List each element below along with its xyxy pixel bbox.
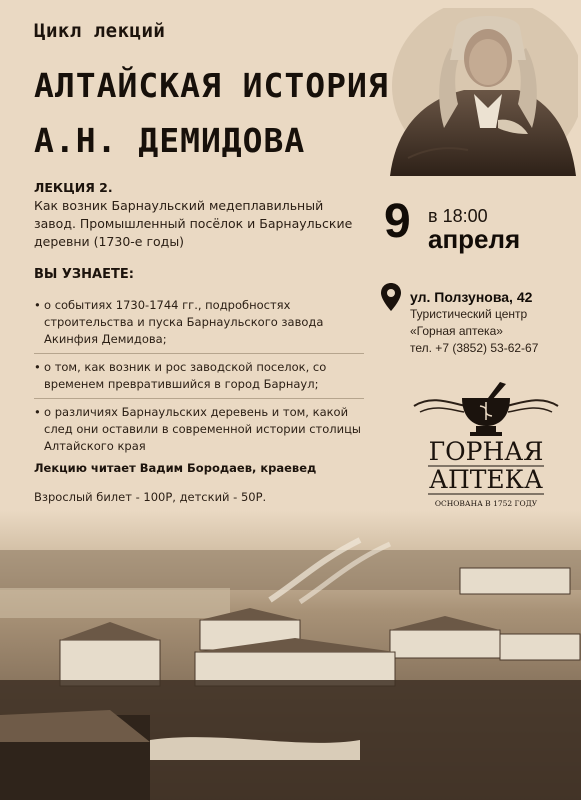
main-title xyxy=(34,58,389,168)
logo-name-line-2: АПТЕКА xyxy=(429,465,543,494)
logo-name-line-1: ГОРНАЯ xyxy=(428,437,544,466)
title-line-1: АЛТАЙСКАЯ ИСТОРИЯ xyxy=(34,66,389,105)
mortar-and-pestle-icon xyxy=(414,382,558,436)
lecturer-line: Лекцию читает Вадим Бородаев, краевед xyxy=(34,461,317,475)
learn-heading: ВЫ УЗНАЕТЕ: xyxy=(34,267,134,282)
learn-divider xyxy=(34,353,364,354)
title-line-2: А.Н. ДЕМИДОВА xyxy=(34,121,306,160)
event-month: апреля xyxy=(428,224,521,254)
event-time: в 18:00 xyxy=(428,206,488,226)
lecture-description: Как возник Барнаульский медеплавильный завод. Промышленный посёлок и Барнаульские деревни (1730-е годы) xyxy=(34,198,353,249)
learn-list xyxy=(34,297,364,455)
learn-divider xyxy=(34,398,364,399)
portrait-image xyxy=(378,8,578,176)
event-day: 9 xyxy=(384,195,411,248)
location-pin-icon xyxy=(380,282,402,312)
ticket-prices: Взрослый билет - 100Р, детский - 50Р. xyxy=(34,490,267,504)
address-place-line-2: «Горная аптека» xyxy=(410,324,503,338)
city-photo xyxy=(0,510,581,800)
learn-item: • о различиях Барнаульских деревень и том, какой след они оставили в современной истории столицы Алтайского края xyxy=(34,404,364,455)
address-phone: тел. +7 (3852) 53-62-67 xyxy=(410,341,539,355)
learn-item: • о событиях 1730-1744 гг., подробностях строительства и пуска Барнаульского завода Акинфия Демидова; xyxy=(34,297,364,348)
cycle-label: Цикл лекций xyxy=(34,20,166,42)
pharmacy-logo xyxy=(406,380,566,510)
address-street: ул. Ползунова, 42 xyxy=(410,289,533,305)
address-place-line-1: Туристический центр xyxy=(410,307,528,321)
lecture-number: ЛЕКЦИЯ 2. xyxy=(34,180,113,195)
logo-tagline: ОСНОВАНА В 1752 ГОДУ xyxy=(434,499,538,508)
learn-item: • о том, как возник и рос заводской поселок, со временем превратившийся в город Барнаул; xyxy=(34,359,364,393)
